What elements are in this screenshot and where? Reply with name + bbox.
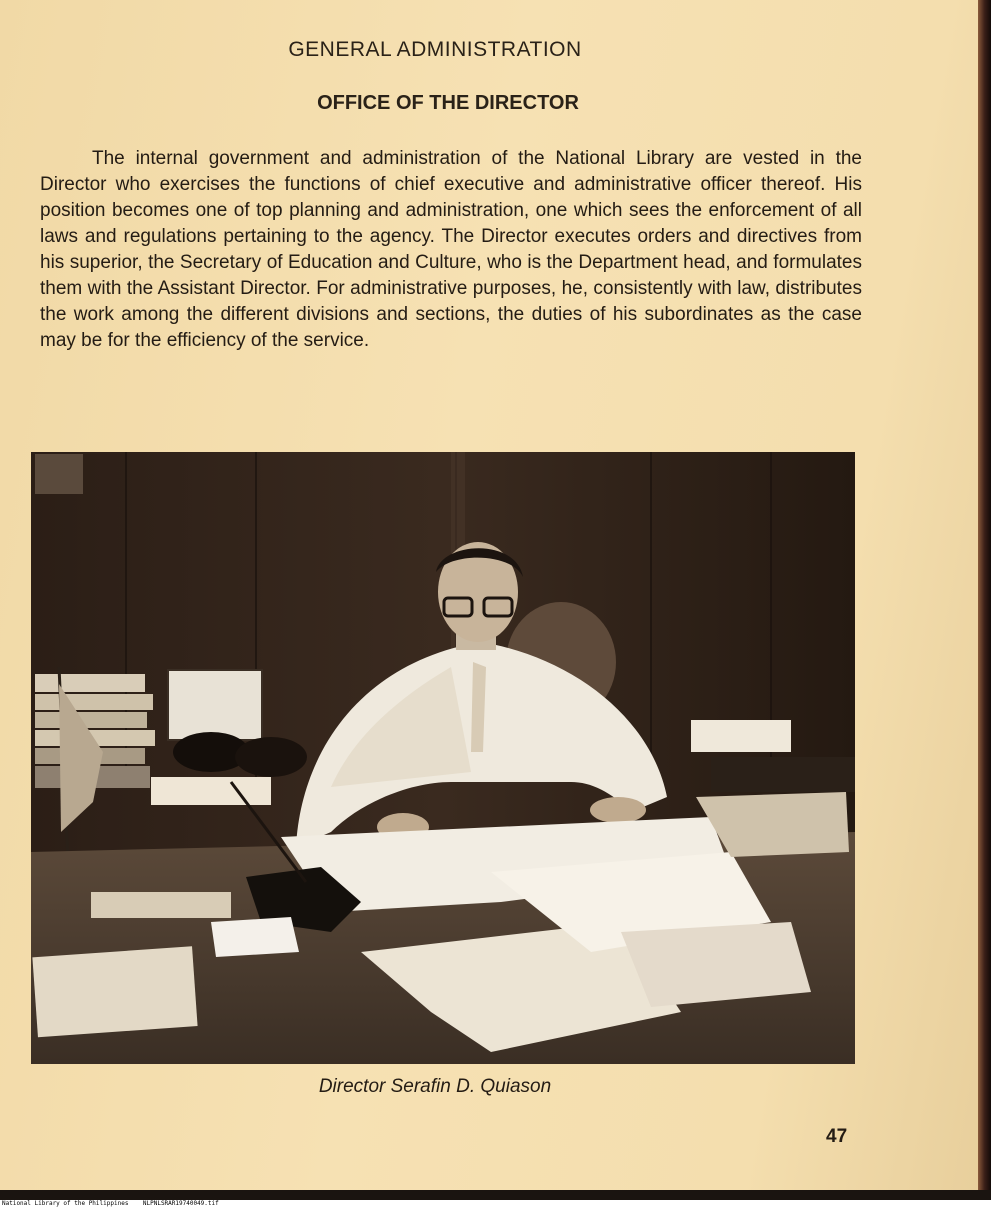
desk-calendar bbox=[168, 670, 262, 740]
book-spine-edge bbox=[978, 0, 991, 1190]
section-header: GENERAL ADMINISTRATION bbox=[288, 38, 582, 61]
frame-corner bbox=[35, 454, 83, 494]
director-photo bbox=[31, 452, 855, 1064]
page-bottom-edge bbox=[0, 1190, 991, 1200]
photo-caption: Director Serafin D. Quiason bbox=[318, 1076, 552, 1097]
telephone bbox=[235, 737, 307, 777]
ashtray bbox=[211, 917, 299, 957]
body-paragraph: The internal government and administration of the National Library are vested in the Director who exercises the functions of chief executive and administrative officer thereof. His position becomes one of top planning and administration, one which sees the enforcement of all laws and regulations pertaining to the agency. The Director executes orders and directives from his superior, the Secretary of Education and Culture, who is the Department head, and formulates them with the Assistant Director. For administrative purposes, he, consistently with law, distributes the work among the different divisions and sections, the duties of his subordinates as the case may be for the efficiency of the service. bbox=[40, 148, 862, 351]
scan-footer: National Library of the Philippines NLPNLSRAR19740049.tif bbox=[0, 1200, 991, 1208]
page-number: 47 bbox=[826, 1126, 848, 1147]
page-title: OFFICE OF THE DIRECTOR bbox=[317, 92, 579, 114]
